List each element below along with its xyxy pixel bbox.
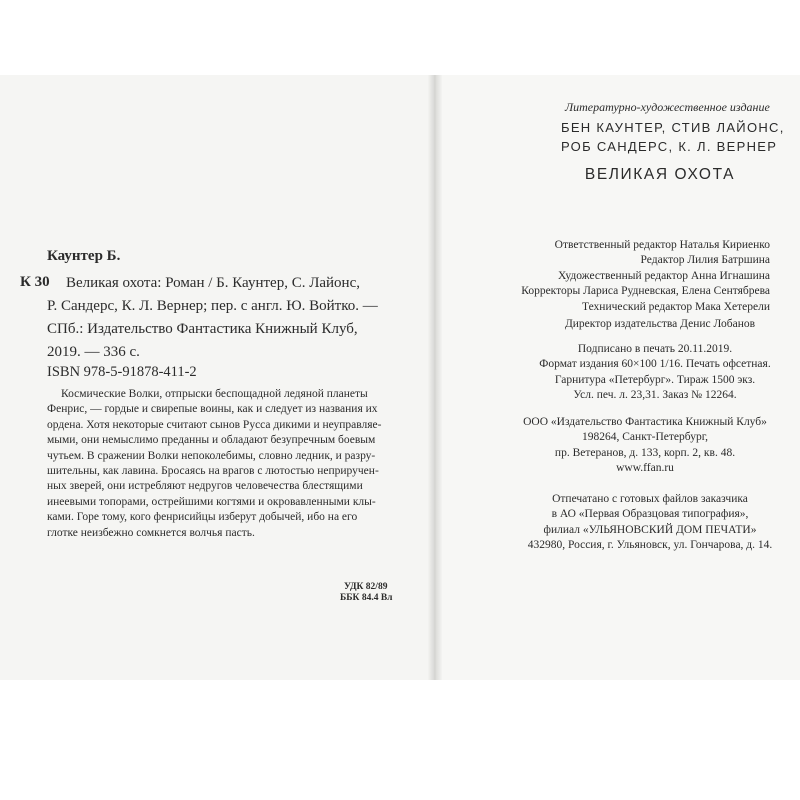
bbk-author-mark: К 30 [20, 274, 50, 290]
print-line: Усл. печ. л. 23,31. Заказ № 12264. [573, 389, 737, 402]
editorial-credits [520, 238, 770, 315]
credit-line: Художественный редактор Анна Игнашина [558, 269, 770, 282]
citation-line: 2019. — 336 с. [47, 344, 140, 360]
publisher-line: 198264, Санкт-Петербург, [582, 431, 708, 444]
publisher-line: пр. Ветеранов, д. 133, корп. 2, кв. 48. [554, 446, 736, 459]
citation-line: СПб.: Издательство Фантастика Книжный Клуб, [47, 321, 358, 337]
credit-line: Ответственный редактор Наталья Кириенко [554, 239, 770, 251]
print-details [530, 342, 780, 404]
printer-line: 432980, Россия, г. Ульяновск, ул. Гончарова, д. 14. [527, 539, 773, 552]
classification-codes [340, 582, 393, 604]
annotation-line: глотке неизбежно сомкнется волчья пасть. [47, 526, 255, 539]
bibliographic-citation [47, 272, 416, 364]
citation-line: Р. Сандерс, К. Л. Вернер; пер. с англ. Ю. Войтко. — [47, 298, 378, 314]
annotation-line: ных зверей, они истребляют недругов человечества блестящими [47, 480, 363, 493]
annotation-line: Космические Волки, отпрыски беспощадной ледяной планеты [61, 388, 368, 400]
annotation-line: чутьем. В сражении Волки непоколебимы, словно ледник, и разру- [47, 449, 376, 462]
publisher-website: www.ffan.ru [616, 462, 674, 475]
book-title: ВЕЛИКАЯ ОХОТА [584, 166, 736, 183]
printer-line: филиал «УЛЬЯНОВСКИЙ ДОМ ПЕЧАТИ» [543, 523, 757, 536]
udk-code: УДК 82/89 [344, 582, 388, 592]
annotation-line: ками. Горе тому, кого фенрисийцы изберут добычей, ибо на его [47, 511, 358, 524]
annotation [47, 387, 381, 541]
annotation-line: ордена. Хотя некоторые считают сынов Русса дикими и неуправляе- [47, 418, 382, 431]
catalog-author-heading: Каунтер Б. [47, 248, 121, 264]
citation-line: Великая охота: Роман / Б. Каунтер, С. Лайонс, [66, 275, 360, 291]
book-gutter [428, 75, 442, 680]
print-line: Гарнитура «Петербург». Тираж 1500 экз. [554, 373, 756, 386]
authors-block [561, 118, 785, 156]
annotation-line: мыми, они немыслимо преданны и обладают безупречным боевым [47, 434, 376, 447]
printer-line: в АО «Первая Образцовая типография», [551, 508, 749, 521]
genre-label: Литературно-художественное издание [565, 100, 770, 114]
print-line: Формат издания 60×100 1/16. Печать офсетная. [539, 358, 771, 371]
authors-line: БЕН КАУНТЕР, СТИВ ЛАЙОНС, [561, 120, 785, 135]
isbn: ISBN 978-5-91878-411-2 [47, 364, 197, 380]
annotation-line: Фенрис, — гордые и свирепые воины, как и следует из названия их [47, 403, 378, 416]
credit-line: Технический редактор Мака Хетерели [582, 300, 770, 313]
credit-line: Редактор Лилия Батршина [640, 254, 770, 267]
print-line: Подписано в печать 20.11.2019. [577, 343, 733, 355]
annotation-line: шительны, как лавина. Бросаясь на врагов с лютостью неприручен- [47, 465, 379, 478]
publisher-line: ООО «Издательство Фантастика Книжный Клуб» [523, 416, 767, 428]
authors-line: РОБ САНДЕРС, К. Л. ВЕРНЕР [561, 139, 778, 154]
printer-line: Отпечатано с готовых файлов заказчика [552, 493, 748, 505]
publisher-info [510, 415, 780, 477]
annotation-line: инеевыми топорами, острейшими когтями и окровавленными клы- [47, 495, 376, 508]
bbk-code: ББК 84.4 Вл [340, 593, 393, 603]
credit-line: Корректоры Лариса Рудневская, Елена Сентябрева [521, 285, 770, 298]
publishing-director: Директор издательства Денис Лобанов [564, 318, 756, 330]
printer-info [520, 492, 780, 554]
